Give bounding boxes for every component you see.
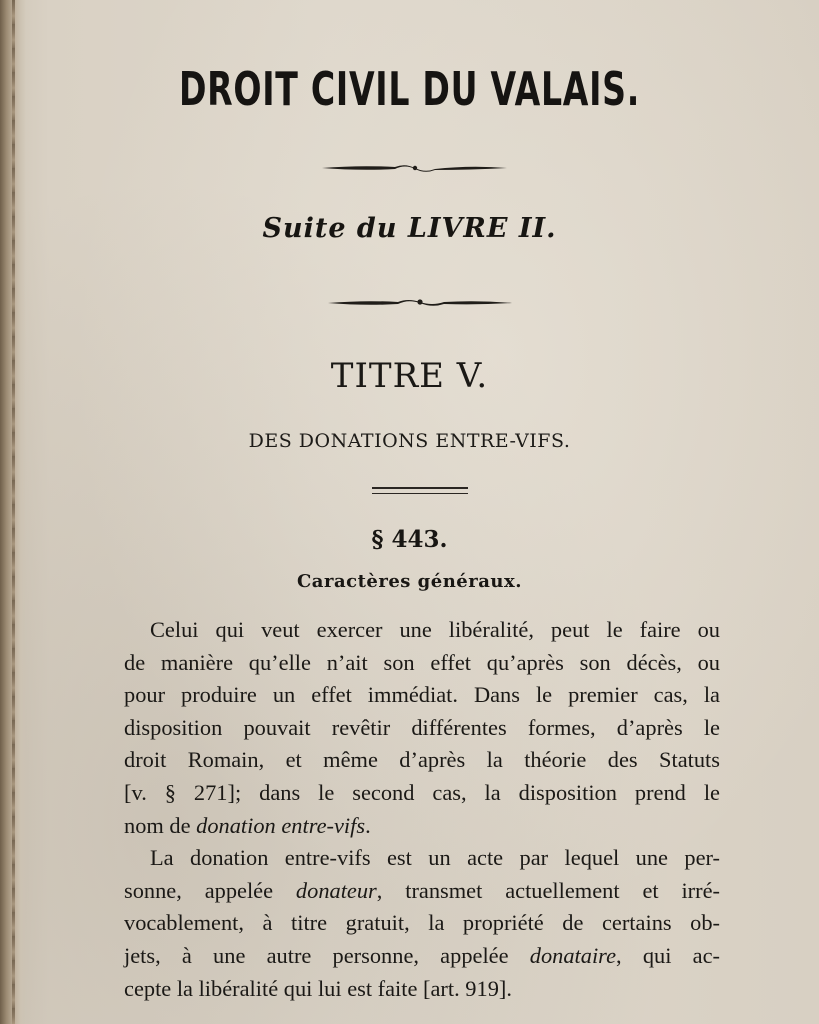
text-line: jets, à une autre personne, appelée donataire, qui ac-	[124, 942, 720, 968]
text-line: Celui qui veut exercer une libéralité, peut le faire ou	[150, 617, 720, 642]
double-rule-divider	[372, 487, 468, 494]
text-line: droit Romain, et même d’après la théorie des Statuts	[124, 747, 720, 773]
text-line: La donation entre-vifs est un acte par lequel une per-	[150, 845, 720, 871]
text-line: cepte la libéralité qui lui est faite [art. 919].	[124, 975, 512, 1001]
text-line: nom de donation entre-vifs.	[124, 812, 371, 838]
spine-edge	[12, 0, 15, 1024]
text-line: [v. § 271]; dans le second cas, la disposition prend le	[124, 779, 720, 805]
italic-term: donateur	[295, 877, 377, 903]
italic-term: donation entre-vifs	[196, 812, 366, 838]
text-line: disposition pouvait revêtir différentes formes, d’après le	[124, 714, 720, 740]
body-text	[124, 614, 720, 1005]
chapter-subtitle: DES DONATIONS ENTRE-VIFS.	[248, 430, 571, 452]
section-heading: Caractères généraux.	[296, 571, 522, 592]
text-line: de manière qu’elle n’ait son effet qu’après son décès, ou	[124, 649, 720, 675]
book-subtitle: Suite du LIVRE II.	[262, 213, 557, 244]
text-line: vocablement, à titre gratuit, la propriété de certains ob-	[124, 910, 720, 936]
italic-term: donataire	[529, 942, 617, 968]
ornament-divider-middle	[0, 295, 819, 309]
text-line: pour produire un effet immédiat. Dans le premier cas, la	[124, 682, 720, 708]
chapter-title: TITRE V.	[330, 356, 489, 396]
ornament-divider-top	[0, 161, 819, 175]
text-line: sonne, appelée donateur, transmet actuellement et irré-	[124, 877, 720, 903]
page-title: DROIT CIVIL DU VALAIS.	[178, 62, 641, 116]
section-number: § 443.	[371, 526, 448, 553]
